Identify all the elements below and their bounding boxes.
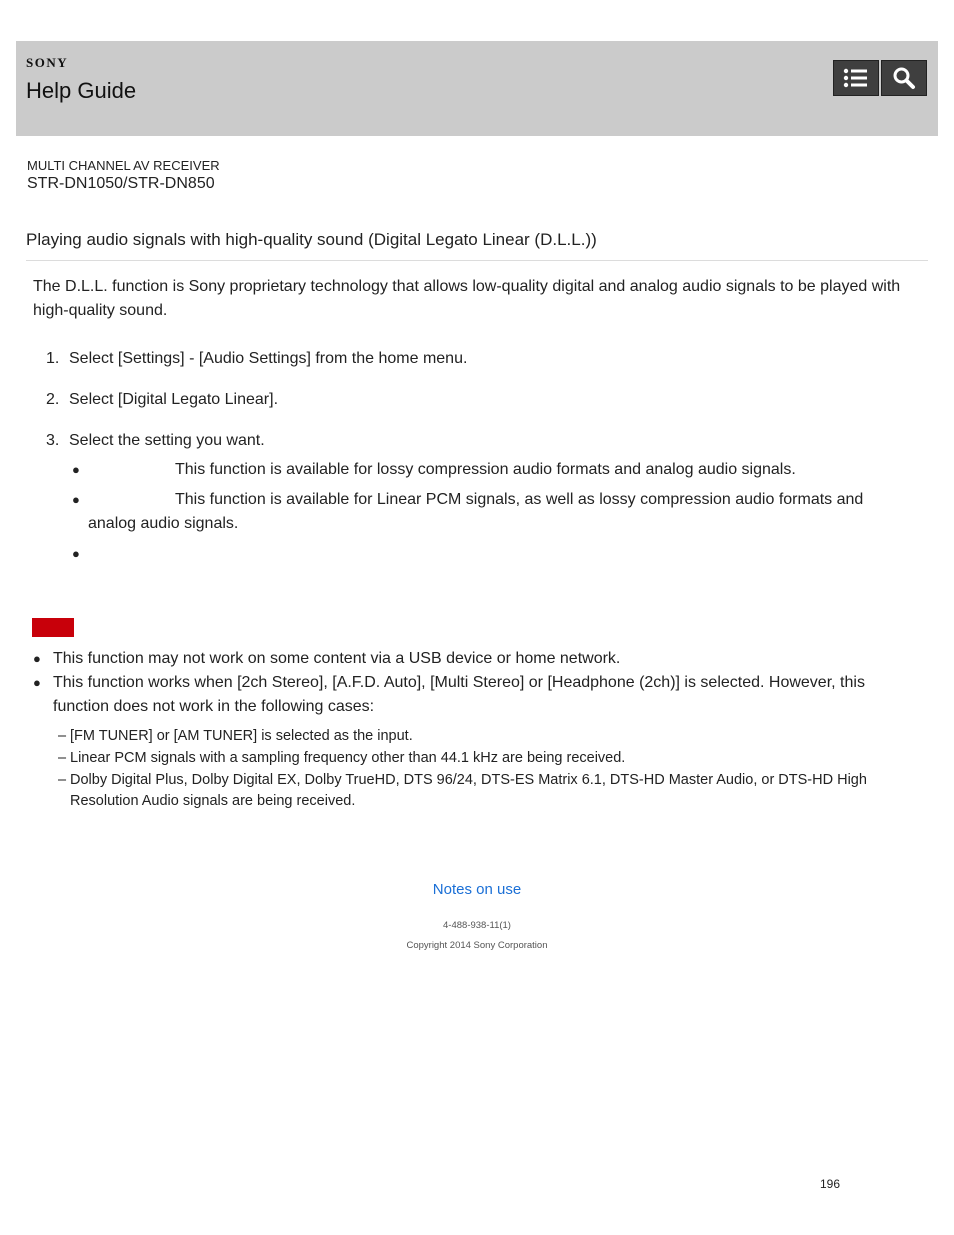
sony-logo: SONY xyxy=(26,55,69,70)
step-text: Select the setting you want. xyxy=(69,432,265,449)
copyright-notice: Copyright 2014 Sony Corporation xyxy=(406,940,548,951)
case-item-3 xyxy=(58,770,908,812)
bullet-icon: ● xyxy=(33,675,41,690)
bullet-icon: ● xyxy=(33,651,41,666)
search-icon xyxy=(892,66,916,90)
product-category: MULTI CHANNEL AV RECEIVER xyxy=(27,158,220,173)
step-number: 2. xyxy=(46,391,60,408)
case-item-2 xyxy=(58,748,908,769)
note-item-2 xyxy=(33,671,913,719)
help-guide-title: Help Guide xyxy=(26,78,137,103)
case-text: Dolby Digital Plus, Dolby Digital EX, Dolby TrueHD, DTS 96/24, DTS-ES Matrix 6.1, DTS-HD Master Audio, or DTS-HD High Resolution Audio signals are being received. xyxy=(70,772,867,809)
step-1 xyxy=(46,350,467,368)
list-icon xyxy=(843,67,869,89)
step-number: 3. xyxy=(46,432,60,449)
bullet-icon: ● xyxy=(72,546,80,561)
bullet-icon: ● xyxy=(72,492,80,507)
step-text: Select [Settings] - [Audio Settings] from the home menu. xyxy=(69,350,468,367)
page-number: 196 xyxy=(820,1177,841,1191)
step-text: Select [Digital Legato Linear]. xyxy=(69,391,279,408)
title-divider xyxy=(26,260,928,261)
case-item-1 xyxy=(58,726,908,747)
bullet-icon: ● xyxy=(72,462,80,477)
dash-icon: – xyxy=(58,750,67,766)
note-text: This function may not work on some content via a USB device or home network. xyxy=(53,650,621,667)
help-guide-header xyxy=(16,41,938,136)
page-title: Playing audio signals with high-quality sound (Digital Legato Linear (D.L.L.)) xyxy=(26,230,597,249)
step-2 xyxy=(46,391,278,409)
setting-option-2 xyxy=(72,488,892,536)
notes-on-use-link[interactable]: Notes on use xyxy=(432,881,522,898)
note-badge xyxy=(32,618,74,637)
step-number: 1. xyxy=(46,350,60,367)
product-model: STR-DN1050/STR-DN850 xyxy=(27,175,215,192)
search-button[interactable] xyxy=(881,60,927,96)
dash-icon: – xyxy=(58,772,67,788)
step-3 xyxy=(46,432,265,450)
setting-option-text: This function is available for Linear PCM signals, as well as lossy compression audio formats and analog audio signals. xyxy=(88,491,864,532)
setting-option-text: This function is available for lossy compression audio formats and analog audio signals. xyxy=(175,461,796,478)
note-text: This function works when [2ch Stereo], [A.F.D. Auto], [Multi Stereo] or [Headphone (2ch)] is selected. However, this function does not work in the following cases: xyxy=(53,674,865,715)
setting-option-1 xyxy=(72,458,892,482)
case-text: [FM TUNER] or [AM TUNER] is selected as the input. xyxy=(70,728,413,744)
table-of-contents-button[interactable] xyxy=(833,60,879,96)
note-item-1 xyxy=(33,647,913,671)
document-number: 4-488-938-11(1) xyxy=(443,920,511,931)
dash-icon: – xyxy=(58,728,67,744)
intro-paragraph: The D.L.L. function is Sony proprietary technology that allows low-quality digital and analog audio signals to be played with high-quality sound. xyxy=(33,278,901,319)
case-text: Linear PCM signals with a sampling frequency other than 44.1 kHz are being received. xyxy=(70,750,626,766)
